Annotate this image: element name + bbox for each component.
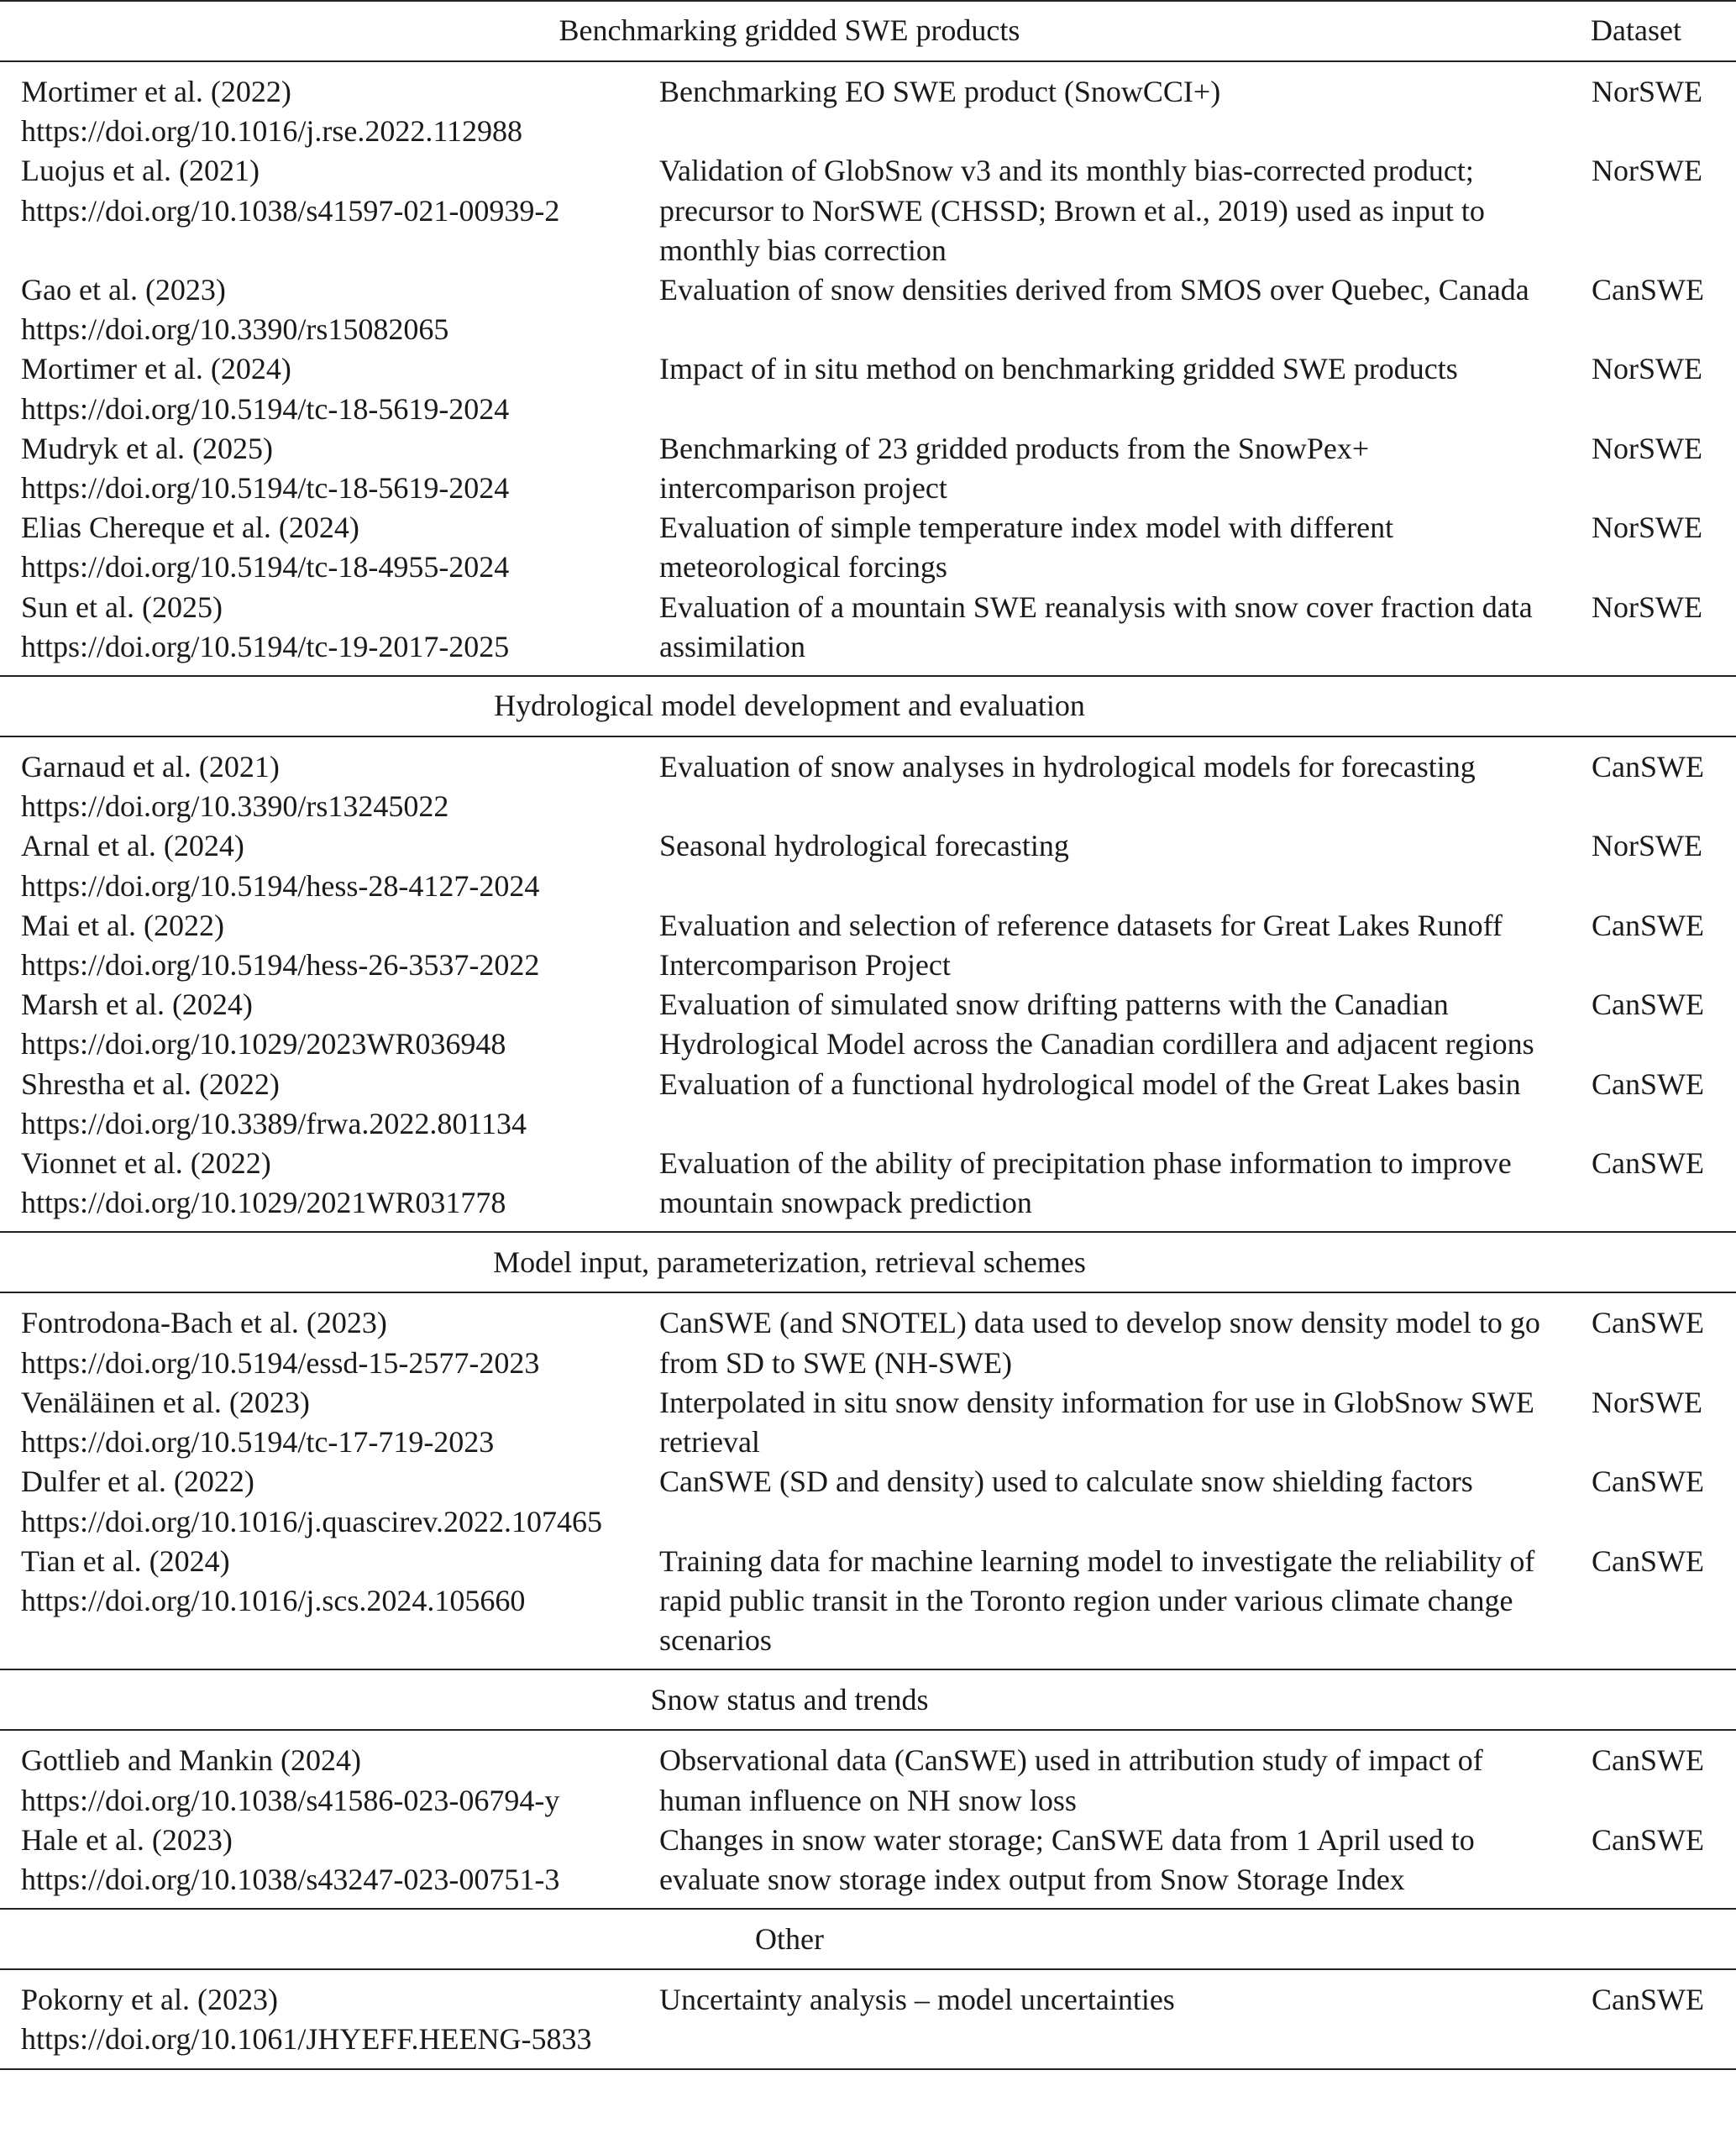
doi-link[interactable]: https://doi.org/10.1038/s41586-023-06794-y [21, 1783, 560, 1817]
description: Uncertainty analysis – model uncertainties [659, 1983, 1175, 2017]
table-row [0, 1980, 1736, 2059]
table-row [0, 1383, 1736, 1462]
dataset: CanSWE [1592, 1822, 1704, 1857]
description: Observational data (CanSWE) used in attribution study of impact of human influence on NH snow loss [659, 1743, 1483, 1817]
dataset: CanSWE [1592, 750, 1704, 784]
doi-link[interactable]: https://doi.org/10.1061/JHYEFF.HEENG-5833 [21, 2022, 592, 2057]
dataset: NorSWE [1592, 1385, 1702, 1419]
dataset: NorSWE [1592, 829, 1702, 863]
description: Evaluation of a functional hydrological model of the Great Lakes basin [659, 1066, 1521, 1101]
doi-link[interactable]: https://doi.org/10.1038/s43247-023-00751-3 [21, 1862, 560, 1896]
doi-link[interactable]: https://doi.org/10.5194/essd-15-2577-2023 [21, 1345, 540, 1380]
table-row [0, 1462, 1736, 1541]
dataset-column-header: Dataset [1591, 13, 1681, 48]
section-title: Other [755, 1921, 824, 1956]
citation: Dulfer et al. (2022) [21, 1465, 254, 1499]
dataset: CanSWE [1592, 1983, 1704, 2017]
table-row [0, 1821, 1736, 1900]
table-row [0, 906, 1736, 985]
description: Impact of in situ method on benchmarking gridded SWE products [659, 352, 1458, 386]
table-row [0, 985, 1736, 1064]
citation: Shrestha et al. (2022) [21, 1066, 280, 1101]
description: Changes in snow water storage; CanSWE data from 1 April used to evaluate snow storage index output from Snow Storage Index [659, 1822, 1475, 1896]
section-header [0, 1670, 1736, 1729]
dataset: CanSWE [1592, 1146, 1704, 1181]
citation: Tian et al. (2024) [21, 1543, 230, 1578]
citation: Luojus et al. (2021) [21, 154, 260, 188]
citation: Mortimer et al. (2024) [21, 352, 291, 386]
citation: Mortimer et al. (2022) [21, 75, 291, 108]
doi-link[interactable]: https://doi.org/10.5194/tc-18-4955-2024 [21, 550, 510, 584]
doi-link[interactable]: https://doi.org/10.1016/j.quascirev.2022.107465 [21, 1504, 602, 1538]
section-title: Model input, parameterization, retrieval schemes [493, 1245, 1086, 1279]
dataset: CanSWE [1592, 1543, 1704, 1578]
citation: Gottlieb and Mankin (2024) [21, 1743, 361, 1778]
table-row [0, 1542, 1736, 1661]
citation: Elias Chereque et al. (2024) [21, 511, 359, 545]
description: Evaluation of snow densities derived from SMOS over Quebec, Canada [659, 273, 1529, 307]
table-row [0, 747, 1736, 826]
section-body [0, 1731, 1736, 1908]
doi-link[interactable]: https://doi.org/10.1029/2021WR031778 [21, 1186, 506, 1220]
table-row [0, 1144, 1736, 1223]
citation: Garnaud et al. (2021) [21, 750, 280, 784]
description: Evaluation and selection of reference datasets for Great Lakes Runoff Intercomparison Project [659, 908, 1503, 983]
table-row [0, 1303, 1736, 1382]
description: Interpolated in situ snow density information for use in GlobSnow SWE retrieval [659, 1385, 1534, 1460]
table-row [0, 508, 1736, 587]
doi-link[interactable]: https://doi.org/10.5194/tc-19-2017-2025 [21, 629, 510, 663]
description: CanSWE (SD and density) used to calculate snow shielding factors [659, 1465, 1473, 1499]
citation: Vionnet et al. (2022) [21, 1146, 271, 1181]
table-row [0, 349, 1736, 428]
dataset: NorSWE [1592, 511, 1702, 545]
doi-link[interactable]: https://doi.org/10.5194/hess-26-3537-2022 [21, 948, 540, 983]
section-body [0, 737, 1736, 1231]
table-row [0, 151, 1736, 270]
dataset: CanSWE [1592, 908, 1704, 942]
doi-link[interactable]: https://doi.org/10.1016/j.scs.2024.105660 [21, 1583, 526, 1617]
description: Evaluation of the ability of precipitation phase information to improve mountain snowpack prediction [659, 1146, 1512, 1220]
citation: Sun et al. (2025) [21, 590, 223, 624]
section-body [0, 62, 1736, 675]
section-title: Benchmarking gridded SWE products [559, 13, 1020, 48]
table-bottom-rule [0, 2068, 1736, 2070]
table-row [0, 1065, 1736, 1144]
description: Benchmarking of 23 gridded products from the SnowPex+ intercomparison project [659, 431, 1370, 506]
dataset: CanSWE [1592, 1066, 1704, 1101]
description: Seasonal hydrological forecasting [659, 829, 1069, 863]
doi-link[interactable]: https://doi.org/10.3390/rs13245022 [21, 789, 449, 824]
doi-link[interactable]: https://doi.org/10.5194/tc-18-5619-2024 [21, 391, 510, 426]
section-title: Hydrological model development and evaluation [494, 689, 1085, 723]
description: CanSWE (and SNOTEL) data used to develop snow density model to go from SD to SWE (NH-SWE) [659, 1306, 1540, 1380]
section-header [0, 2, 1736, 60]
table-row [0, 826, 1736, 905]
table-row [0, 72, 1736, 151]
dataset: NorSWE [1592, 75, 1702, 108]
citation: Mai et al. (2022) [21, 908, 224, 942]
description: Validation of GlobSnow v3 and its monthly bias-corrected product; precursor to NorSWE (CHSSD; Brown et al., 2019) used as input to monthly bias correction [659, 154, 1485, 267]
description: Evaluation of snow analyses in hydrological models for forecasting [659, 750, 1476, 784]
dataset: NorSWE [1592, 154, 1702, 188]
section-header [0, 1233, 1736, 1292]
doi-link[interactable]: https://doi.org/10.1038/s41597-021-00939-2 [21, 193, 560, 228]
doi-link[interactable]: https://doi.org/10.5194/hess-28-4127-2024 [21, 868, 540, 903]
description: Evaluation of a mountain SWE reanalysis with snow cover fraction data assimilation [659, 590, 1533, 663]
dataset: CanSWE [1592, 1465, 1704, 1499]
dataset: NorSWE [1592, 431, 1702, 465]
description: Evaluation of simple temperature index model with different meteorological forcings [659, 511, 1394, 584]
dataset: CanSWE [1592, 1306, 1704, 1340]
doi-link[interactable]: https://doi.org/10.3389/frwa.2022.801134 [21, 1106, 527, 1140]
doi-link[interactable]: https://doi.org/10.1016/j.rse.2022.112988 [21, 114, 523, 149]
description: Training data for machine learning model to investigate the reliability of rapid public transit in the Toronto region under various climate change scenarios [659, 1543, 1535, 1658]
dataset: CanSWE [1592, 273, 1704, 307]
citation: Arnal et al. (2024) [21, 829, 244, 863]
description: Evaluation of simulated snow drifting patterns with the Canadian Hydrological Model across the Canadian cordillera and adjacent regions [659, 988, 1534, 1061]
citation: Pokorny et al. (2023) [21, 1983, 278, 2017]
description: Benchmarking EO SWE product (SnowCCI+) [659, 75, 1221, 108]
citation: Fontrodona-Bach et al. (2023) [21, 1306, 387, 1340]
table-row [0, 429, 1736, 508]
doi-link[interactable]: https://doi.org/10.3390/rs15082065 [21, 312, 449, 347]
table-row [0, 588, 1736, 667]
section-title: Snow status and trends [650, 1682, 929, 1716]
table-row [0, 1741, 1736, 1820]
doi-link[interactable]: https://doi.org/10.5194/tc-17-719-2023 [21, 1425, 495, 1460]
dataset: NorSWE [1592, 590, 1702, 624]
dataset: CanSWE [1592, 1743, 1704, 1778]
doi-link[interactable]: https://doi.org/10.5194/tc-18-5619-2024 [21, 471, 510, 506]
dataset: CanSWE [1592, 988, 1704, 1022]
section-body [0, 1293, 1736, 1669]
citation: Hale et al. (2023) [21, 1822, 233, 1857]
section-header [0, 677, 1736, 736]
section-body [0, 1970, 1736, 2067]
citation: Marsh et al. (2024) [21, 988, 253, 1022]
dataset: NorSWE [1592, 352, 1702, 386]
citation: Gao et al. (2023) [21, 273, 226, 307]
doi-link[interactable]: https://doi.org/10.1029/2023WR036948 [21, 1027, 506, 1061]
citation: Mudryk et al. (2025) [21, 431, 273, 465]
table-row [0, 270, 1736, 349]
section-header [0, 1910, 1736, 1968]
citation: Venäläinen et al. (2023) [21, 1385, 310, 1419]
